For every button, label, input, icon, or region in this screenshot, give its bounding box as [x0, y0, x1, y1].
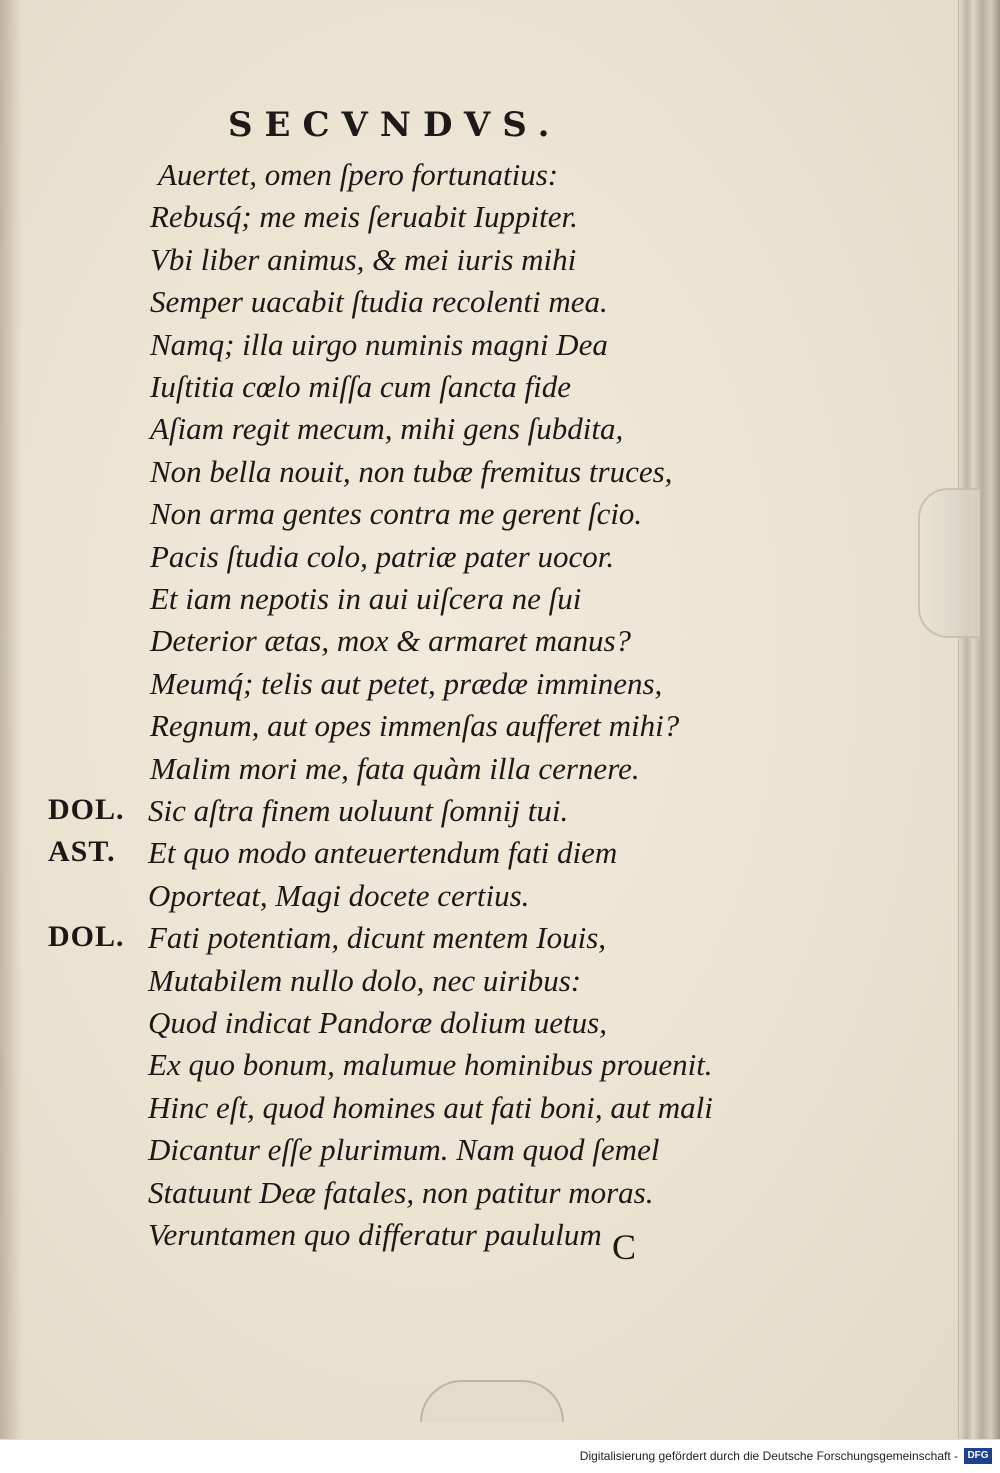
verse-line [0, 199, 958, 243]
verse-line [0, 539, 958, 583]
verse-text: Veruntamen quo differatur paululum [148, 1217, 602, 1252]
verse-line [0, 496, 958, 540]
speaker-label: AST. [48, 835, 116, 869]
verse-line [0, 878, 958, 922]
verse-line [0, 242, 958, 286]
verse-line [0, 1047, 958, 1091]
verse-text: Et iam nepotis in aui uiſcera ne ſui [150, 581, 582, 616]
verse-text: Dicantur eſſe plurimum. Nam quod ſemel [148, 1132, 660, 1168]
bottom-clip [420, 1380, 564, 1422]
verse-line [0, 963, 958, 1007]
footer-bar [0, 1439, 1000, 1473]
verse-line [0, 751, 958, 795]
verse-line [0, 581, 958, 625]
verse-line [0, 1217, 958, 1261]
running-head: SECVNDVS. [228, 105, 562, 145]
verse-text: Quod indicat Pandoræ dolium uetus, [148, 1005, 607, 1040]
verse-text: Meumq́; telis aut petet, prædæ imminens, [150, 665, 663, 701]
verse-text: Mutabilem nullo dolo, nec uiribus: [148, 962, 582, 998]
verse-text: Deterior ætas, mox & armaret manus? [150, 623, 632, 659]
verse-text: Iuſtitia cœlo miſſa cum ſancta fide [150, 369, 572, 404]
verse-line [0, 920, 958, 964]
verse-line [0, 1005, 958, 1049]
verse-line [0, 793, 958, 837]
page-clip [918, 488, 980, 638]
signature-mark: C [612, 1227, 637, 1267]
verse-line [0, 623, 958, 667]
verse-text: Namq; illa uirgo numinis magni Dea [150, 326, 608, 362]
verse-line [0, 835, 958, 879]
verse-text: Statuunt Deæ fatales, non patitur moras. [148, 1174, 654, 1210]
verse-line [0, 1090, 958, 1134]
verse-text: Aſiam regit mecum, mihi gens ſubdita, [150, 411, 624, 447]
dfg-logo: DFG [964, 1448, 992, 1464]
footer-credit: Digitalisierung gefördert durch die Deutsche Forschungsgemeinschaft - [579, 1449, 958, 1463]
verse-text: Hinc eſt, quod homines aut fati boni, aut mali [148, 1089, 713, 1125]
verse-text: Non arma gentes contra me gerent ſcio. [150, 496, 643, 532]
verse-line [0, 284, 958, 328]
verse-text: Oporteat, Magi docete certius. [148, 877, 530, 913]
verse-line [0, 708, 958, 752]
verse-line [0, 666, 958, 710]
verse-text: Et quo modo anteuertendum fati diem [148, 835, 618, 871]
verse-text: Auertet, omen ſpero fortunatius: [158, 157, 559, 192]
speaker-label: DOL. [48, 920, 125, 954]
verse-line [0, 327, 958, 371]
verse-line [0, 1132, 958, 1176]
verse-text: Vbi liber animus, & mei iuris mihi [150, 241, 577, 277]
verse-line [0, 1175, 958, 1219]
speaker-label: DOL. [48, 793, 125, 826]
verse-line [0, 369, 958, 413]
verse-text: Fati potentiam, dicunt mentem Iouis, [148, 920, 607, 956]
verse-text: Pacis ſtudia colo, patriæ pater uocor. [150, 538, 615, 574]
verse-line [0, 157, 958, 201]
verse-text: Ex quo bonum, malumue hominibus prouenit. [148, 1047, 713, 1083]
verse-text: Rebusq́; me meis ſeruabit Iuppiter. [150, 199, 578, 235]
verse-line [0, 454, 958, 498]
verse-line [0, 411, 958, 455]
verse-text: Semper uacabit ſtudia recolenti mea. [150, 284, 608, 320]
verse-text: Malim mori me, fata quàm illa cernere. [150, 750, 640, 786]
verse-text: Sic aſtra finem uoluunt ſomnij tui. [148, 793, 569, 828]
verse-text: Regnum, aut opes immenſas aufferet mihi? [150, 708, 680, 744]
verse-text: Non bella nouit, non tubæ fremitus truces, [150, 453, 673, 489]
